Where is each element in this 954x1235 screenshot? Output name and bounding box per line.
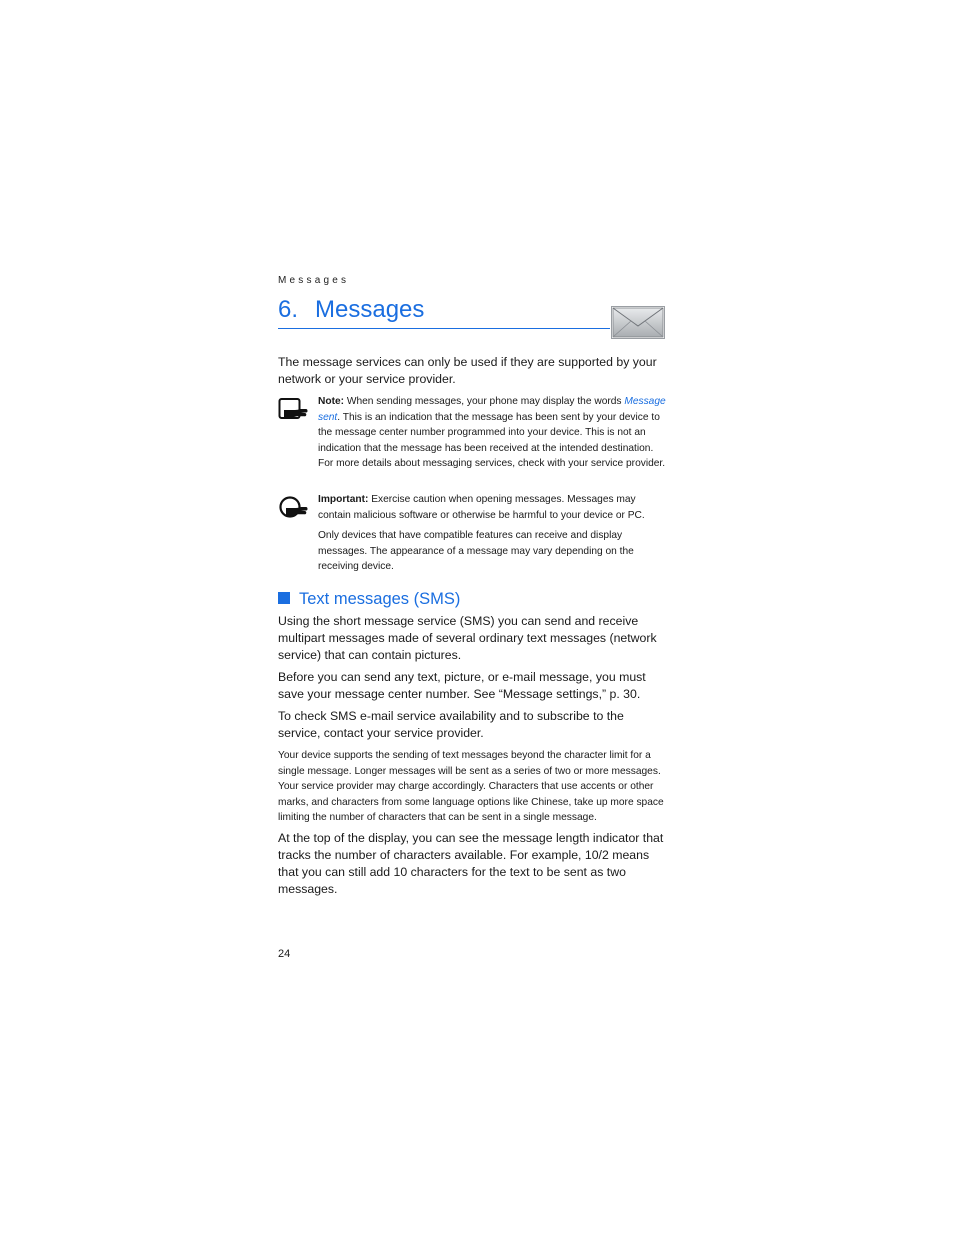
chapter-number: 6. [278,296,299,323]
note-text-after: . This is an indication that the message has been sent by your device to the message center number programmed into your device. This is not an indication that the message has been received at the intended destination. For more details about messaging services, check with your service provider. [318,411,666,470]
section-title: Text messages (SMS) [299,590,461,608]
chapter-name: Messages [315,296,425,323]
important-body: Exercise caution when opening messages. Messages may contain malicious software or otherwise be harmful to your device or PC. [318,494,645,521]
intro-paragraph: The message services can only be used if they are supported by your network or your service provider. [278,355,657,386]
chapter-rule [278,328,610,329]
important-hand-icon [278,495,308,519]
important-label: Important: [318,494,369,505]
running-head: Messages [278,275,350,286]
paragraph-sms-intro: Using the short message service (SMS) you can send and receive multipart messages made of several ordinary text messages (network service) that can contain pictures. [278,614,657,662]
important-block [278,492,666,582]
chapter-header [278,296,666,342]
chapter-title [278,296,424,324]
section-bullet [278,592,290,604]
paragraph-length-indicator: At the top of the display, you can see the message length indicator that tracks the number of characters available. For example, 10/2 means that you can still add 10 characters for the text to be sent as two messages. [278,831,664,896]
note-text [318,394,668,472]
note-block [278,394,666,490]
important-text [318,492,668,523]
section-heading [278,590,460,609]
paragraph-message-center: Before you can send any text, picture, or e-mail message, you must save your message center number. See “Message settings,” p. 30. [278,670,646,701]
paragraph-character-limit: Your device supports the sending of text messages beyond the character limit for a single message. Longer messages will be sent as a series of two or more messages. Your service provider may charge accordingly. Characters that use accents or other marks, and characters from some language options like Chinese, take up more space limiting the number of characters that can be sent in a single message. [278,750,664,824]
note-hand-icon [278,397,308,421]
note-label: Note: [318,396,345,407]
envelope-icon [611,306,665,339]
message-sent-term: Message sent [318,396,666,423]
important-followup: Only devices that have compatible features can receive and display messages. The appearance of a message may vary depending on the receiving device. [318,530,634,573]
page-number: 24 [278,948,291,960]
paragraph-email-service: To check SMS e-mail service availability and to subscribe to the service, contact your service provider. [278,709,624,740]
note-text-before: When sending messages, your phone may display the words [344,396,625,407]
